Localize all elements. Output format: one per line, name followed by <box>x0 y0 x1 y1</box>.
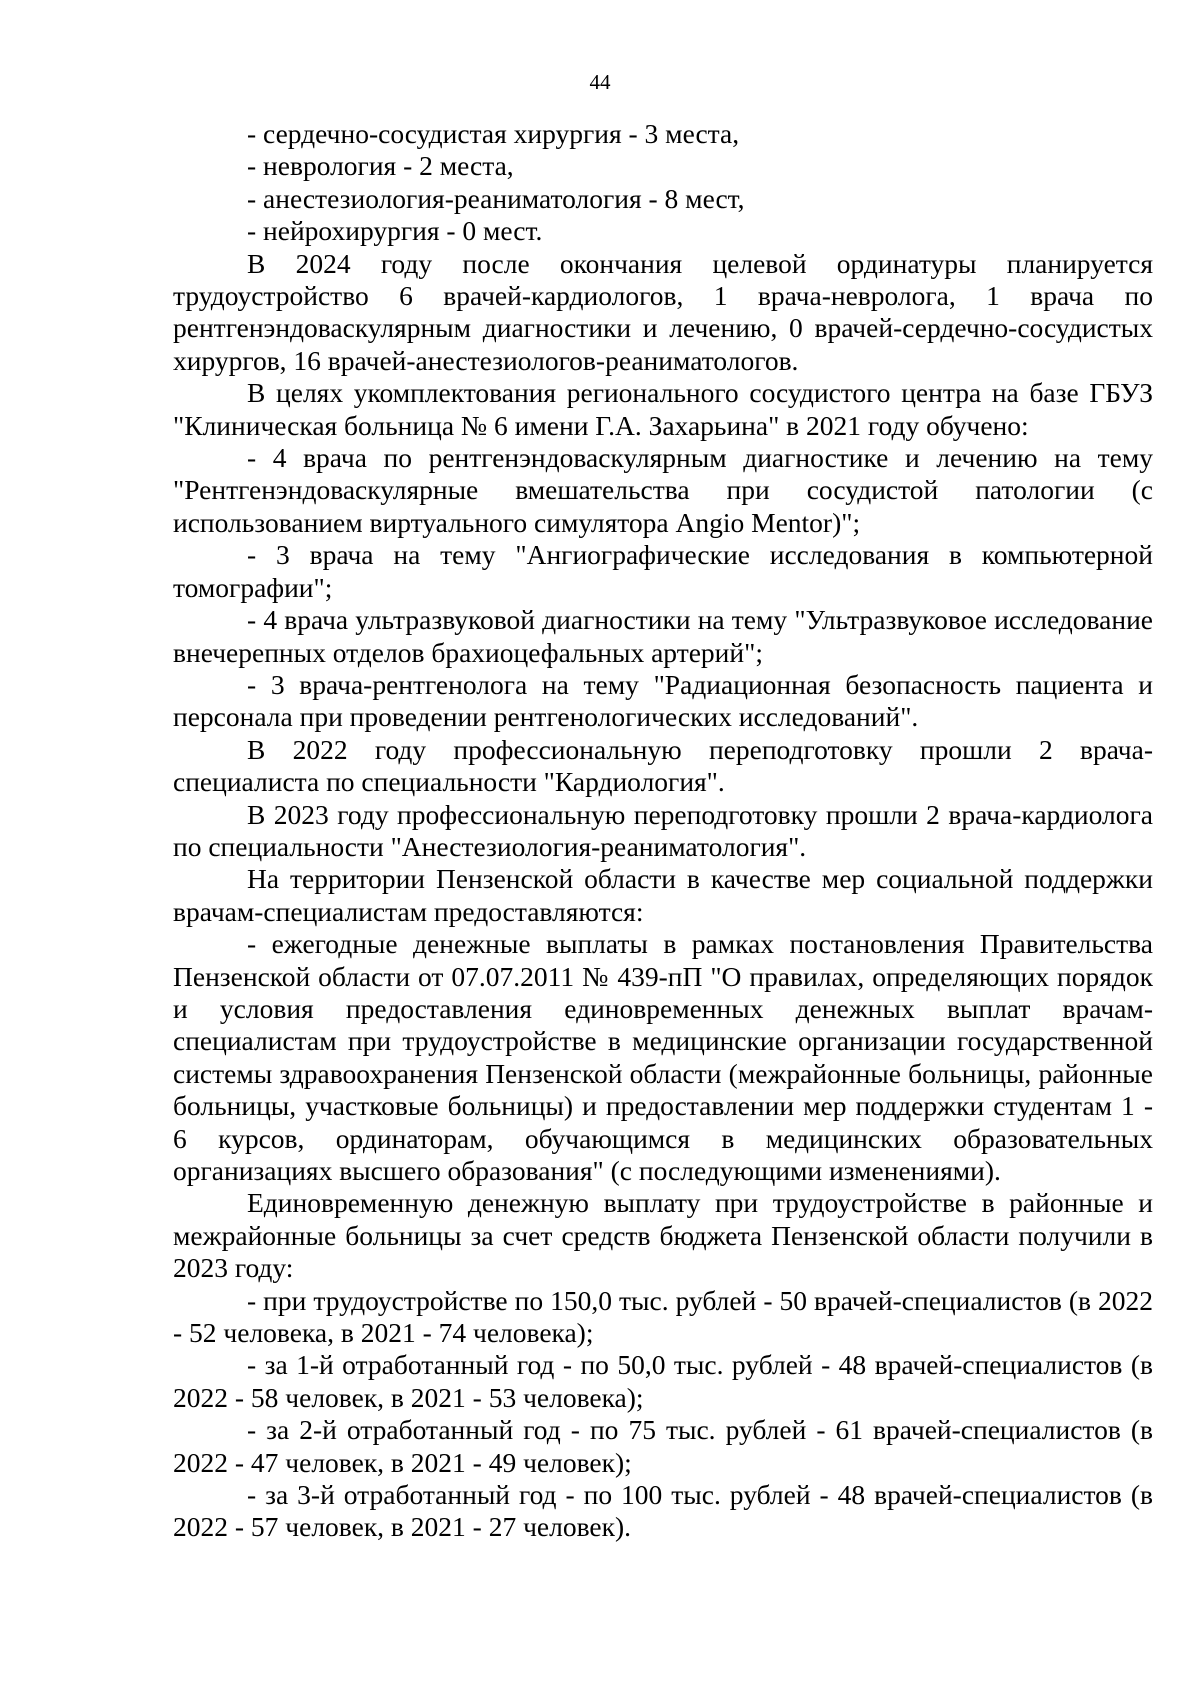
paragraph-2023-retraining: В 2023 году профессиональную переподготовку прошли 2 врача-кардиолога по специальности "Анестезиология-реаниматология". <box>173 798 1153 862</box>
document-body <box>173 118 1153 1544</box>
paragraph-social-support: На территории Пензенской области в качестве мер социальной поддержки врачам-специалистам предоставляются: <box>173 863 1153 927</box>
list-item-payment-year-2: - за 2-й отработанный год - по 75 тыс. рублей - 61 врачей-специалистов (в 2022 - 47 человек, в 2021 - 49 человек); <box>173 1414 1153 1478</box>
list-item-annual-payments: - ежегодные денежные выплаты в рамках постановления Правительства Пензенской области от 07.07.2011 № 439-пП "О правилах, определяющих порядок и условия предоставления единовременных денежных выплат врачам-специалистам при трудоустройстве в медицинские организации государственной системы здравоохранения Пензенской области (межрайонные больницы, районные больницы, участковые больницы) и предоставлении мер поддержки студентам 1 - 6 курсов, ординаторам, обучающимся в медицинских образовательных организациях высшего образования" (с последующими изменениями). <box>173 928 1153 1186</box>
list-item-neurosurgery: - нейрохирургия - 0 мест. <box>247 215 543 247</box>
list-item-cardiovascular-surgery: - сердечно-сосудистая хирургия - 3 места, <box>247 118 740 149</box>
list-item-radiology-training: - 3 врача-рентгенолога на тему "Радиационная безопасность пациента и персонала при проведении рентгенологических исследований". <box>173 668 1153 733</box>
list-item-ultrasound-training: - 4 врача ультразвуковой диагностики на тему "Ультразвуковое исследование внечерепных отделов брахиоцефальных артерий"; <box>173 604 1153 668</box>
list-item-payment-year-1: - за 1-й отработанный год - по 50,0 тыс. рублей - 48 врачей-специалистов (в 2022 - 58 человек, в 2021 - 53 человека); <box>173 1349 1153 1413</box>
list-item-neurology: - неврология - 2 места, <box>247 150 514 182</box>
list-item-endovascular-training: - 4 врача по рентгенэндоваскулярным диагностике и лечению на тему "Рентгенэндоваскулярные вмешательства при сосудистой патологии (с использованием виртуального симулятора Angio Mentor)"; <box>173 442 1153 538</box>
page-number: 44 <box>589 70 611 94</box>
list-item-anesthesiology: - анестезиология-реаниматология - 8 мест, <box>247 182 745 214</box>
paragraph-vascular-center-training: В целях укомплектования регионального сосудистого центра на базе ГБУЗ "Клиническая больница № 6 имени Г.А. Захарьина" в 2021 году обучено: <box>173 377 1153 441</box>
list-item-payment-year-3: - за 3-й отработанный год - по 100 тыс. рублей - 48 врачей-специалистов (в 2022 - 57 человек, в 2021 - 27 человек). <box>173 1479 1153 1543</box>
list-item-angiography-training: - 3 врача на тему "Ангиографические исследования в компьютерной томографии"; <box>173 539 1153 603</box>
paragraph-2022-retraining: В 2022 году профессиональную переподготовку прошли 2 врача-специалиста по специальности "Кардиология". <box>173 733 1153 798</box>
paragraph-lump-sum-payments: Единовременную денежную выплату при трудоустройстве в районные и межрайонные больницы за счет средств бюджета Пензенской области получили в 2023 году: <box>173 1187 1153 1284</box>
list-item-payment-employment: - при трудоустройстве по 150,0 тыс. рублей - 50 врачей-специалистов (в 2022 - 52 человека, в 2021 - 74 человека); <box>173 1284 1153 1349</box>
paragraph-2024-employment-plan: В 2024 году после окончания целевой ординатуры планируется трудоустройство 6 врачей-кардиологов, 1 врача-невролога, 1 врача по рентгенэндоваскулярным диагностики и лечению, 0 врачей-сердечно-сосудистых хирургов, 16 врачей-анестезиологов-реаниматологов. <box>173 247 1153 376</box>
